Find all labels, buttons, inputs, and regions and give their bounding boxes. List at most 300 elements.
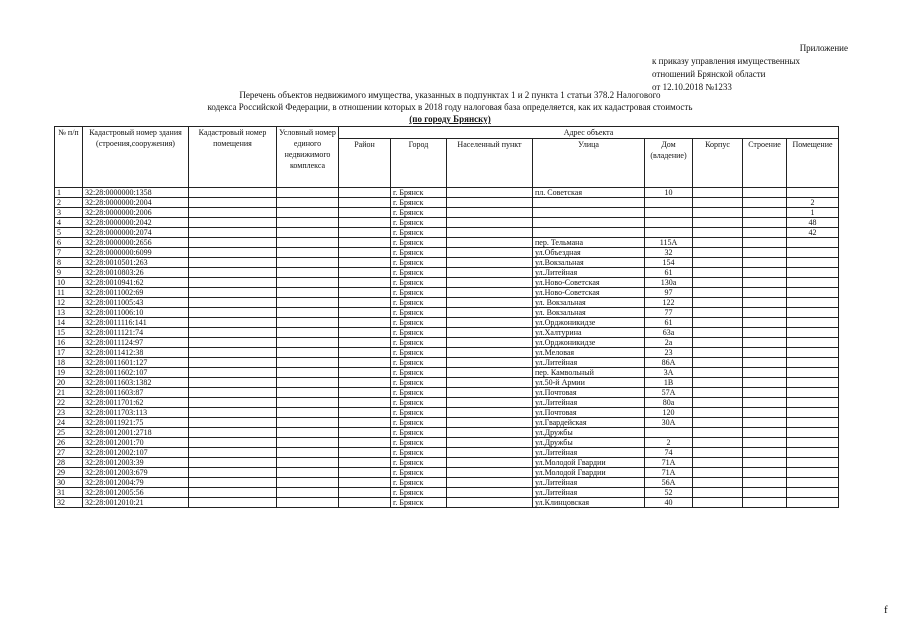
cell-street: ул. Вокзальная bbox=[533, 298, 645, 308]
cell-street: ул.Дружбы bbox=[533, 428, 645, 438]
cell-num: 32 bbox=[55, 498, 83, 508]
cell-stroenie bbox=[743, 498, 787, 508]
cell-num: 1 bbox=[55, 188, 83, 198]
cell-pomeschenie bbox=[787, 438, 839, 448]
cell-complex-number bbox=[277, 268, 339, 278]
cell-street: ул.Почтовая bbox=[533, 408, 645, 418]
table-row bbox=[55, 468, 839, 478]
document-heading-city: (по городу Брянску) bbox=[409, 114, 491, 124]
cell-street bbox=[533, 208, 645, 218]
cell-city: г. Брянск bbox=[391, 268, 447, 278]
cell-korpus bbox=[693, 358, 743, 368]
table-row bbox=[55, 478, 839, 488]
cell-complex-number bbox=[277, 258, 339, 268]
cell-pomeschenie bbox=[787, 418, 839, 428]
cell-korpus bbox=[693, 408, 743, 418]
cell-house: 61 bbox=[645, 268, 693, 278]
cell-complex-number bbox=[277, 398, 339, 408]
cell-building-cadastral: 32:28:0012001:2718 bbox=[83, 428, 189, 438]
cell-pomeschenie bbox=[787, 398, 839, 408]
cell-num: 5 bbox=[55, 228, 83, 238]
cell-complex-number bbox=[277, 288, 339, 298]
cell-complex-number bbox=[277, 438, 339, 448]
cell-house: 1В bbox=[645, 378, 693, 388]
cell-pomeschenie bbox=[787, 448, 839, 458]
cell-city: г. Брянск bbox=[391, 248, 447, 258]
cell-district bbox=[339, 258, 391, 268]
cell-settlement bbox=[447, 358, 533, 368]
cell-district bbox=[339, 188, 391, 198]
cell-district bbox=[339, 328, 391, 338]
cell-street: пер. Тельмана bbox=[533, 238, 645, 248]
cell-street: ул.Гвардейская bbox=[533, 418, 645, 428]
cell-house: 71А bbox=[645, 458, 693, 468]
cell-premise-cadastral bbox=[189, 418, 277, 428]
cell-num: 15 bbox=[55, 328, 83, 338]
cell-settlement bbox=[447, 338, 533, 348]
cell-complex-number bbox=[277, 188, 339, 198]
cell-city: г. Брянск bbox=[391, 238, 447, 248]
cell-settlement bbox=[447, 488, 533, 498]
cell-street: ул.Литейная bbox=[533, 478, 645, 488]
cell-pomeschenie: 1 bbox=[787, 208, 839, 218]
cell-district bbox=[339, 498, 391, 508]
cell-premise-cadastral bbox=[189, 248, 277, 258]
cell-korpus bbox=[693, 428, 743, 438]
cell-house: 57А bbox=[645, 388, 693, 398]
cell-stroenie bbox=[743, 268, 787, 278]
cell-premise-cadastral bbox=[189, 308, 277, 318]
cell-building-cadastral: 32:28:0011603:87 bbox=[83, 388, 189, 398]
cell-pomeschenie bbox=[787, 378, 839, 388]
cell-complex-number bbox=[277, 498, 339, 508]
cell-premise-cadastral bbox=[189, 228, 277, 238]
table-row bbox=[55, 198, 839, 208]
cell-premise-cadastral bbox=[189, 368, 277, 378]
cell-stroenie bbox=[743, 378, 787, 388]
cell-pomeschenie bbox=[787, 458, 839, 468]
cell-complex-number bbox=[277, 378, 339, 388]
cell-building-cadastral: 32:28:0011006:10 bbox=[83, 308, 189, 318]
cell-stroenie bbox=[743, 418, 787, 428]
cell-stroenie bbox=[743, 218, 787, 228]
cell-premise-cadastral bbox=[189, 218, 277, 228]
cell-stroenie bbox=[743, 188, 787, 198]
cell-street: ул.Объездная bbox=[533, 248, 645, 258]
cell-complex-number bbox=[277, 238, 339, 248]
cell-num: 17 bbox=[55, 348, 83, 358]
cell-premise-cadastral bbox=[189, 448, 277, 458]
cell-district bbox=[339, 198, 391, 208]
cell-num: 26 bbox=[55, 438, 83, 448]
cell-district bbox=[339, 308, 391, 318]
cell-city: г. Брянск bbox=[391, 388, 447, 398]
cell-street: ул.Литейная bbox=[533, 358, 645, 368]
cell-pomeschenie bbox=[787, 428, 839, 438]
cell-stroenie bbox=[743, 388, 787, 398]
cell-korpus bbox=[693, 488, 743, 498]
cell-complex-number bbox=[277, 198, 339, 208]
cell-complex-number bbox=[277, 458, 339, 468]
cell-premise-cadastral bbox=[189, 298, 277, 308]
cell-settlement bbox=[447, 388, 533, 398]
cell-street: ул.Вокзальная bbox=[533, 258, 645, 268]
cell-complex-number bbox=[277, 418, 339, 428]
cell-house: 115А bbox=[645, 238, 693, 248]
cell-complex-number bbox=[277, 228, 339, 238]
cell-city: г. Брянск bbox=[391, 488, 447, 498]
cell-city: г. Брянск bbox=[391, 228, 447, 238]
cell-korpus bbox=[693, 268, 743, 278]
cell-premise-cadastral bbox=[189, 478, 277, 488]
appendix-block bbox=[652, 42, 852, 94]
cell-stroenie bbox=[743, 278, 787, 288]
cell-city: г. Брянск bbox=[391, 278, 447, 288]
table-row bbox=[55, 498, 839, 508]
cell-district bbox=[339, 348, 391, 358]
cell-num: 4 bbox=[55, 218, 83, 228]
cell-stroenie bbox=[743, 298, 787, 308]
cell-district bbox=[339, 218, 391, 228]
cell-korpus bbox=[693, 328, 743, 338]
table-row bbox=[55, 258, 839, 268]
cell-num: 7 bbox=[55, 248, 83, 258]
cell-complex-number bbox=[277, 348, 339, 358]
table-row bbox=[55, 188, 839, 198]
cell-num: 12 bbox=[55, 298, 83, 308]
cell-street: ул.50-й Армии bbox=[533, 378, 645, 388]
cell-num: 18 bbox=[55, 358, 83, 368]
table-row bbox=[55, 338, 839, 348]
cell-pomeschenie bbox=[787, 328, 839, 338]
cell-district bbox=[339, 428, 391, 438]
cell-building-cadastral: 32:28:0011703:113 bbox=[83, 408, 189, 418]
cell-house bbox=[645, 428, 693, 438]
cell-stroenie bbox=[743, 448, 787, 458]
cell-korpus bbox=[693, 468, 743, 478]
cell-city: г. Брянск bbox=[391, 308, 447, 318]
col-header-city: Город bbox=[391, 139, 447, 188]
cell-street: ул.Литейная bbox=[533, 448, 645, 458]
table-row bbox=[55, 378, 839, 388]
col-header-address: Адрес объекта bbox=[339, 127, 839, 139]
cell-settlement bbox=[447, 208, 533, 218]
cell-stroenie bbox=[743, 288, 787, 298]
cell-num: 2 bbox=[55, 198, 83, 208]
table-row bbox=[55, 208, 839, 218]
cell-building-cadastral: 32:28:0012010:21 bbox=[83, 498, 189, 508]
cell-premise-cadastral bbox=[189, 498, 277, 508]
cell-city: г. Брянск bbox=[391, 478, 447, 488]
cell-pomeschenie bbox=[787, 238, 839, 248]
cell-street bbox=[533, 198, 645, 208]
cell-building-cadastral: 32:28:0010803:26 bbox=[83, 268, 189, 278]
table-row bbox=[55, 388, 839, 398]
col-header-settlement: Населенный пункт bbox=[447, 139, 533, 188]
cell-building-cadastral: 32:28:0012003:679 bbox=[83, 468, 189, 478]
table-row bbox=[55, 288, 839, 298]
cell-complex-number bbox=[277, 278, 339, 288]
cell-num: 10 bbox=[55, 278, 83, 288]
cell-stroenie bbox=[743, 198, 787, 208]
cell-city: г. Брянск bbox=[391, 408, 447, 418]
cell-building-cadastral: 32:28:0000000:2656 bbox=[83, 238, 189, 248]
cell-district bbox=[339, 238, 391, 248]
cell-pomeschenie bbox=[787, 258, 839, 268]
cell-korpus bbox=[693, 348, 743, 358]
cell-settlement bbox=[447, 438, 533, 448]
cell-house: 23 bbox=[645, 348, 693, 358]
cell-complex-number bbox=[277, 308, 339, 318]
cell-num: 29 bbox=[55, 468, 83, 478]
cell-city: г. Брянск bbox=[391, 358, 447, 368]
cell-district bbox=[339, 208, 391, 218]
cell-settlement bbox=[447, 188, 533, 198]
cell-premise-cadastral bbox=[189, 348, 277, 358]
cell-house: 2а bbox=[645, 338, 693, 348]
cell-settlement bbox=[447, 258, 533, 268]
cell-city: г. Брянск bbox=[391, 208, 447, 218]
cell-stroenie bbox=[743, 248, 787, 258]
cell-premise-cadastral bbox=[189, 238, 277, 248]
cell-stroenie bbox=[743, 438, 787, 448]
cell-pomeschenie bbox=[787, 348, 839, 358]
cell-settlement bbox=[447, 298, 533, 308]
cell-pomeschenie bbox=[787, 308, 839, 318]
cell-street: ул.Халтурина bbox=[533, 328, 645, 338]
cell-settlement bbox=[447, 248, 533, 258]
cell-korpus bbox=[693, 208, 743, 218]
cell-pomeschenie bbox=[787, 358, 839, 368]
cell-num: 25 bbox=[55, 428, 83, 438]
cell-korpus bbox=[693, 198, 743, 208]
cell-building-cadastral: 32:28:0012005:56 bbox=[83, 488, 189, 498]
cell-korpus bbox=[693, 368, 743, 378]
table-row bbox=[55, 358, 839, 368]
cell-house: 86А bbox=[645, 358, 693, 368]
cell-district bbox=[339, 388, 391, 398]
table-body bbox=[55, 188, 839, 508]
cell-district bbox=[339, 408, 391, 418]
table-row bbox=[55, 368, 839, 378]
cell-complex-number bbox=[277, 468, 339, 478]
cell-num: 31 bbox=[55, 488, 83, 498]
cell-korpus bbox=[693, 448, 743, 458]
cell-street: ул.Ново-Советская bbox=[533, 278, 645, 288]
cell-district bbox=[339, 448, 391, 458]
cell-num: 30 bbox=[55, 478, 83, 488]
cell-stroenie bbox=[743, 258, 787, 268]
cell-building-cadastral: 32:28:0011701:62 bbox=[83, 398, 189, 408]
cell-pomeschenie bbox=[787, 338, 839, 348]
cell-stroenie bbox=[743, 468, 787, 478]
cell-house: 71А bbox=[645, 468, 693, 478]
appendix-line-2: отношений Брянской области bbox=[652, 69, 766, 79]
cell-num: 23 bbox=[55, 408, 83, 418]
cell-house: 74 bbox=[645, 448, 693, 458]
cell-house: 52 bbox=[645, 488, 693, 498]
cell-settlement bbox=[447, 318, 533, 328]
cell-house: 130а bbox=[645, 278, 693, 288]
cell-settlement bbox=[447, 368, 533, 378]
cell-stroenie bbox=[743, 478, 787, 488]
cell-settlement bbox=[447, 268, 533, 278]
cell-settlement bbox=[447, 448, 533, 458]
cell-building-cadastral: 32:28:0000000:2042 bbox=[83, 218, 189, 228]
cell-premise-cadastral bbox=[189, 268, 277, 278]
cell-korpus bbox=[693, 308, 743, 318]
cell-building-cadastral: 32:28:0011124:97 bbox=[83, 338, 189, 348]
cell-house: 122 bbox=[645, 298, 693, 308]
cell-settlement bbox=[447, 458, 533, 468]
cell-district bbox=[339, 468, 391, 478]
cell-settlement bbox=[447, 408, 533, 418]
cell-street: ул. Вокзальная bbox=[533, 308, 645, 318]
cell-building-cadastral: 32:28:0011116:141 bbox=[83, 318, 189, 328]
cell-premise-cadastral bbox=[189, 388, 277, 398]
cell-pomeschenie bbox=[787, 498, 839, 508]
cell-street: ул.Дружбы bbox=[533, 438, 645, 448]
cell-premise-cadastral bbox=[189, 398, 277, 408]
appendix-line-3: от 12.10.2018 №1233 bbox=[652, 82, 732, 92]
cell-building-cadastral: 32:28:0011603:1382 bbox=[83, 378, 189, 388]
cell-premise-cadastral bbox=[189, 208, 277, 218]
cell-num: 8 bbox=[55, 258, 83, 268]
cell-pomeschenie: 2 bbox=[787, 198, 839, 208]
cell-num: 24 bbox=[55, 418, 83, 428]
cell-num: 19 bbox=[55, 368, 83, 378]
cell-premise-cadastral bbox=[189, 288, 277, 298]
cell-stroenie bbox=[743, 348, 787, 358]
cell-house: 40 bbox=[645, 498, 693, 508]
table-row bbox=[55, 238, 839, 248]
cell-building-cadastral: 32:28:0011005:43 bbox=[83, 298, 189, 308]
cell-district bbox=[339, 268, 391, 278]
cell-house bbox=[645, 208, 693, 218]
cell-district bbox=[339, 488, 391, 498]
cell-city: г. Брянск bbox=[391, 438, 447, 448]
cell-korpus bbox=[693, 418, 743, 428]
cell-stroenie bbox=[743, 458, 787, 468]
cell-house: 32 bbox=[645, 248, 693, 258]
cell-city: г. Брянск bbox=[391, 468, 447, 478]
cell-building-cadastral: 32:28:0000000:2004 bbox=[83, 198, 189, 208]
cell-street: ул.Литейная bbox=[533, 268, 645, 278]
cell-building-cadastral: 32:28:0011412:38 bbox=[83, 348, 189, 358]
cell-korpus bbox=[693, 188, 743, 198]
table-row bbox=[55, 318, 839, 328]
cell-pomeschenie bbox=[787, 318, 839, 328]
cell-settlement bbox=[447, 348, 533, 358]
cell-pomeschenie: 42 bbox=[787, 228, 839, 238]
cell-num: 21 bbox=[55, 388, 83, 398]
cell-street: ул.Орджоникидзе bbox=[533, 318, 645, 328]
cell-settlement bbox=[447, 478, 533, 488]
cell-complex-number bbox=[277, 358, 339, 368]
cell-city: г. Брянск bbox=[391, 378, 447, 388]
cell-city: г. Брянск bbox=[391, 398, 447, 408]
table-row bbox=[55, 278, 839, 288]
cell-korpus bbox=[693, 398, 743, 408]
cell-settlement bbox=[447, 238, 533, 248]
document-heading-line-2: кодекса Российской Федерации, в отношении которых в 2018 году налоговая база определяется, как их кадастровая стоимость bbox=[207, 102, 693, 112]
cell-settlement bbox=[447, 308, 533, 318]
cell-pomeschenie bbox=[787, 388, 839, 398]
table-row bbox=[55, 298, 839, 308]
cell-settlement bbox=[447, 328, 533, 338]
col-header-building-cadastral: Кадастровый номер здания (строения,сооружения) bbox=[83, 127, 189, 188]
cell-house: 154 bbox=[645, 258, 693, 268]
cell-house: 2 bbox=[645, 438, 693, 448]
col-header-complex-number: Условный номер единого недвижимого комплекса bbox=[277, 127, 339, 188]
cell-house: 3А bbox=[645, 368, 693, 378]
cell-street: пл. Советская bbox=[533, 188, 645, 198]
cell-complex-number bbox=[277, 328, 339, 338]
cell-num: 9 bbox=[55, 268, 83, 278]
cell-building-cadastral: 32:28:0010941:62 bbox=[83, 278, 189, 288]
cell-street: ул.Орджоникидзе bbox=[533, 338, 645, 348]
cell-street: ул.Литейная bbox=[533, 488, 645, 498]
cell-premise-cadastral bbox=[189, 318, 277, 328]
cell-district bbox=[339, 358, 391, 368]
cell-premise-cadastral bbox=[189, 198, 277, 208]
cell-house bbox=[645, 218, 693, 228]
cell-settlement bbox=[447, 418, 533, 428]
cell-korpus bbox=[693, 288, 743, 298]
cell-pomeschenie bbox=[787, 408, 839, 418]
cell-district bbox=[339, 338, 391, 348]
cell-num: 6 bbox=[55, 238, 83, 248]
cell-house bbox=[645, 198, 693, 208]
table-row bbox=[55, 268, 839, 278]
cell-district bbox=[339, 438, 391, 448]
cell-settlement bbox=[447, 278, 533, 288]
cell-house bbox=[645, 228, 693, 238]
cell-street: ул.Молодой Гвардии bbox=[533, 458, 645, 468]
cell-settlement bbox=[447, 398, 533, 408]
cell-stroenie bbox=[743, 428, 787, 438]
cell-city: г. Брянск bbox=[391, 348, 447, 358]
cell-building-cadastral: 32:28:0012004:79 bbox=[83, 478, 189, 488]
cell-korpus bbox=[693, 478, 743, 488]
cell-district bbox=[339, 288, 391, 298]
cell-premise-cadastral bbox=[189, 258, 277, 268]
cell-complex-number bbox=[277, 298, 339, 308]
cell-street: пер. Камвольный bbox=[533, 368, 645, 378]
cell-pomeschenie bbox=[787, 488, 839, 498]
cell-building-cadastral: 32:28:0011121:74 bbox=[83, 328, 189, 338]
col-header-num: № п/п bbox=[55, 127, 83, 188]
cell-settlement bbox=[447, 378, 533, 388]
col-header-house: Дом (владение) bbox=[645, 139, 693, 188]
cell-settlement bbox=[447, 428, 533, 438]
cell-pomeschenie bbox=[787, 278, 839, 288]
cell-premise-cadastral bbox=[189, 328, 277, 338]
cell-complex-number bbox=[277, 208, 339, 218]
cell-building-cadastral: 32:28:0011601:127 bbox=[83, 358, 189, 368]
table-row bbox=[55, 328, 839, 338]
table-row bbox=[55, 428, 839, 438]
cell-house: 120 bbox=[645, 408, 693, 418]
cell-street: ул.Молодой Гвардии bbox=[533, 468, 645, 478]
cell-premise-cadastral bbox=[189, 458, 277, 468]
cell-premise-cadastral bbox=[189, 408, 277, 418]
cell-stroenie bbox=[743, 368, 787, 378]
cell-building-cadastral: 32:28:0011921:75 bbox=[83, 418, 189, 428]
cell-city: г. Брянск bbox=[391, 338, 447, 348]
cell-num: 20 bbox=[55, 378, 83, 388]
cell-city: г. Брянск bbox=[391, 448, 447, 458]
